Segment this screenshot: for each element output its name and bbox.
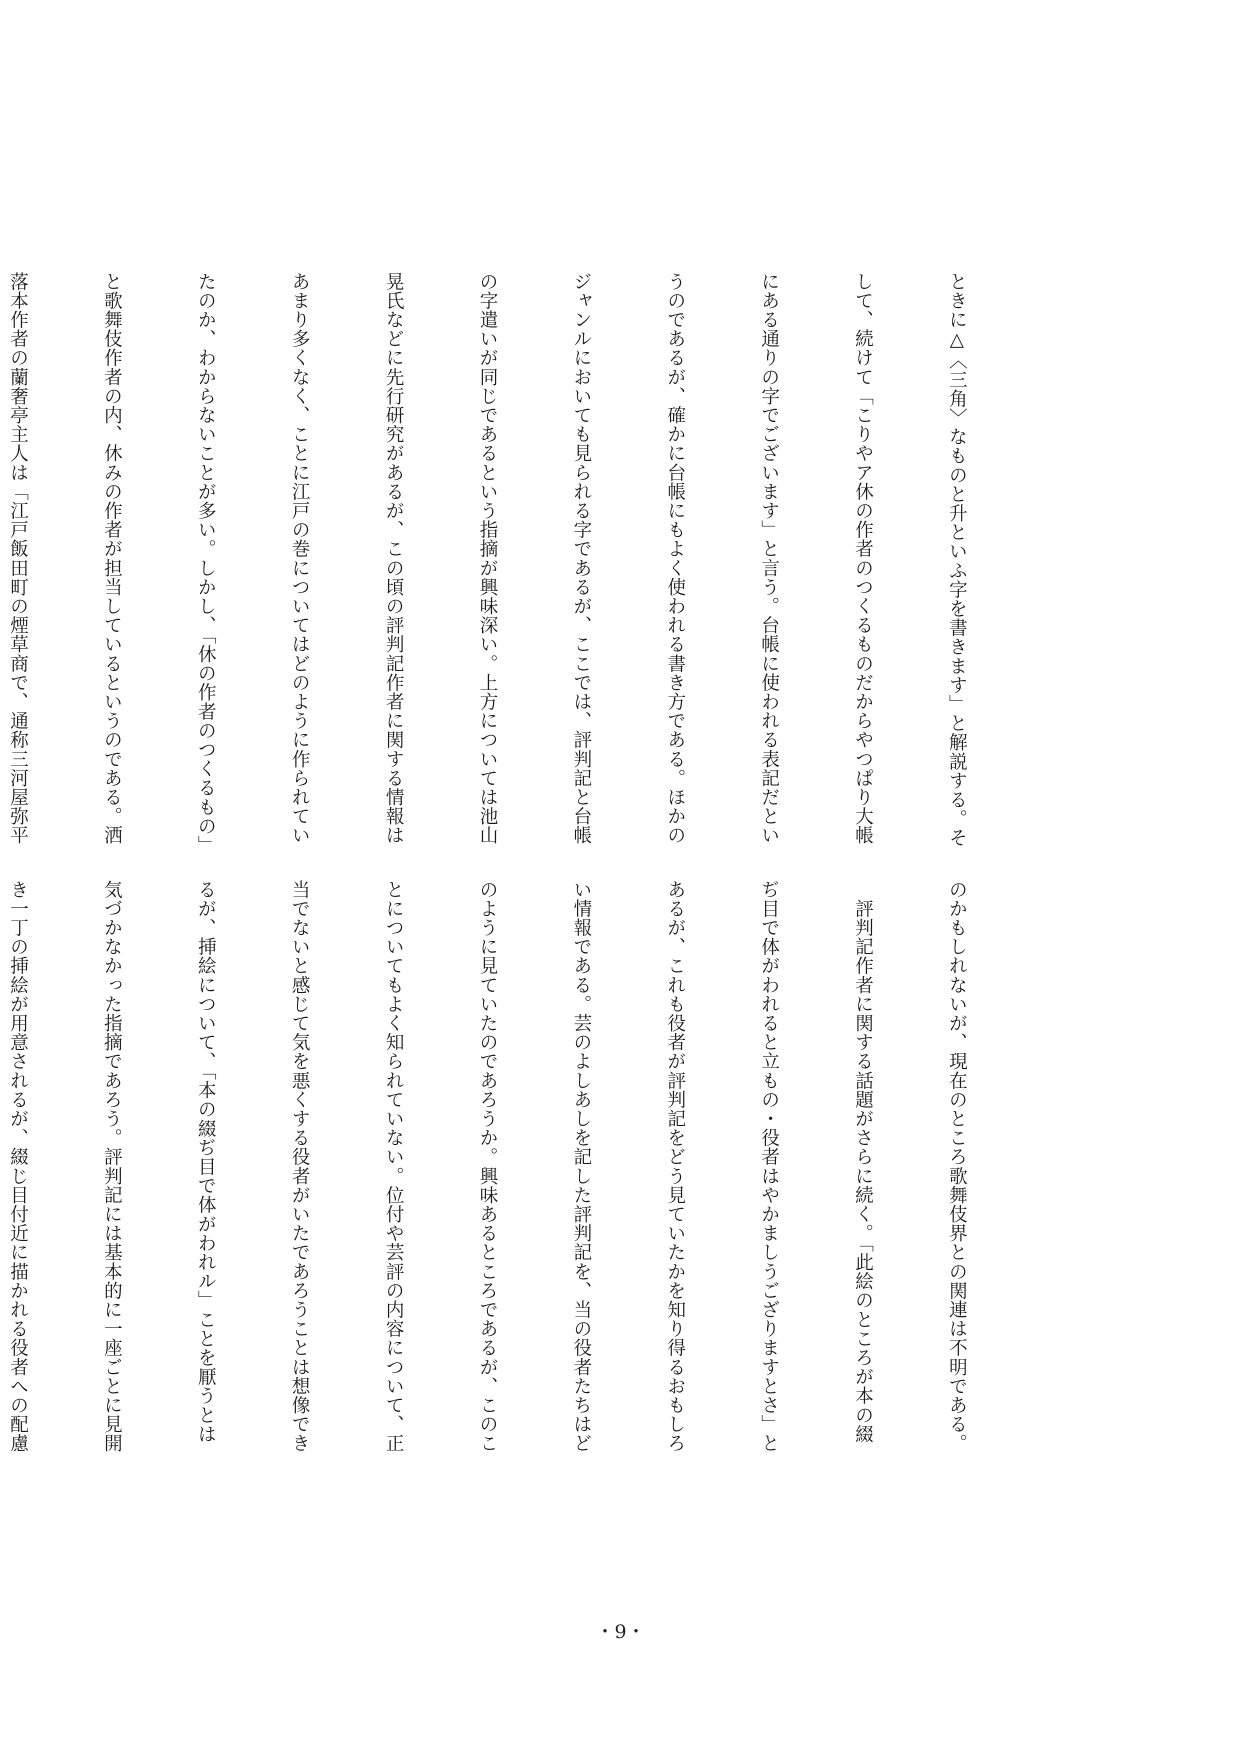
text-line: のように見ていたのであろうか。興味あるところであるが、このこ (476, 880, 498, 1453)
text-line: ジャンルにおいても見られる字であるが、ここでは、評判記と台帳 (570, 272, 592, 845)
text-line: して、続けて「こりやア休の作者のつくるものだからやつぱり大帳 (852, 272, 874, 845)
text-line: 落本作者の蘭奢亭主人は「江戸飯田町の煙草商で、通称三河屋弥平 (7, 272, 29, 845)
text-line: るが、挿絵について、「本の綴ぢ目で体がわれル」ことを厭うとは (195, 880, 217, 1444)
text-line: とについてもよく知られていない。位付や芸評の内容について、正 (383, 880, 405, 1453)
page-number: ・9・ (595, 1621, 646, 1643)
text-line: 気づかなかった指摘であろう。評判記には基本的に一座ごとに見開 (101, 880, 123, 1453)
text-line: たのか、わからないことが多い。しかし、「休の作者のつくるもの」 (195, 272, 217, 855)
lower-text-block (7, 880, 1035, 1453)
text-line: と歌舞伎作者の内、休みの作者が担当しているというのである。洒 (101, 272, 123, 845)
text-line: ときに△〈三角〉なものと升といふ字を書きます」と解説する。そ (946, 272, 968, 848)
text-line: き一丁の挿絵が用意されるが、綴じ目付近に描かれる役者への配慮 (7, 880, 29, 1453)
text-line: あるが、これも役者が評判記をどう見ていたかを知り得るおもしろ (664, 880, 686, 1453)
text-line: のかもしれないが、現在のところ歌舞伎界との関連は不明である。 (946, 880, 968, 1453)
upper-text-block (7, 272, 1035, 855)
text-line: 評判記作者に関する話題がさらに続く。「此絵のところが本の綴 (852, 880, 874, 1444)
text-line: うのであるが、確かに台帳にもよく使われる書き方である。ほかの (664, 272, 686, 845)
text-line: 当でないと感じて気を悪くする役者がいたであろうことは想像でき (289, 880, 311, 1453)
text-line: い情報である。芸のよしあしを記した評判記を、当の役者たちはど (570, 880, 592, 1453)
text-line: にある通りの字でございます」と言う。台帳に使われる表記だとい (758, 272, 780, 845)
text-line: 晃氏などに先行研究があるが、この頃の評判記作者に関する情報は (383, 272, 405, 845)
text-line: あまり多くなく、ことに江戸の巻についてはどのように作られてい (289, 272, 311, 845)
text-line: ぢ目で体がわれると立もの・役者はやかましうござりますとさ」と (758, 880, 780, 1453)
text-line: の字遣いが同じであるという指摘が興味深い。上方については池山 (476, 272, 498, 845)
